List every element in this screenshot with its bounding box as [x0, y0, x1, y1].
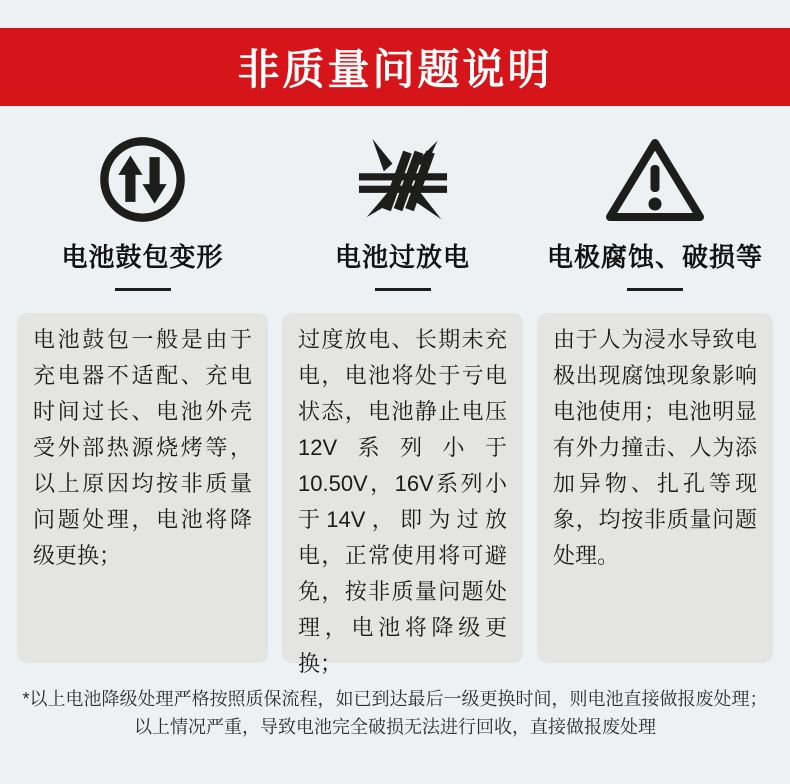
page-title: 非质量问题说明 — [237, 46, 553, 93]
column-over-discharge — [282, 106, 523, 676]
battery-swelling-description: 电池鼓包一般是由于充电器不适配、充电时间过长、电池外壳受外部热源烧烤等，以上原因均按非质量问题处理，电池将降级更换； — [17, 313, 268, 663]
header-banner — [0, 28, 790, 106]
battery-swelling-icon-wrap — [17, 131, 268, 227]
column-battery-swelling — [17, 106, 268, 663]
warning-triangle-icon — [603, 134, 707, 224]
title-underline — [627, 288, 683, 291]
title-underline — [115, 288, 171, 291]
over-discharge-description: 过度放电、长期未充电，电池将处于亏电状态，电池静止电压12V系列小于10.50V，16V系列小于14V，即为过放电，正常使用将可避免，按非质量问题处理，电池将降级更换； — [282, 313, 523, 663]
column-title: 电池过放电 — [334, 242, 470, 272]
footer-note-line2: 以上情况严重，导致电池完全破损无法进行回收，直接做报废处理 — [134, 717, 656, 737]
electrode-corrosion-icon-wrap — [537, 131, 773, 227]
column-title: 电极腐蚀、破损等 — [546, 242, 763, 272]
swap-arrows-circle-icon — [96, 133, 189, 226]
column-title: 电池鼓包变形 — [61, 242, 224, 272]
footer-note — [0, 685, 790, 741]
footer-note-line1: *以上电池降级处理严格按照质保流程，如已到达最后一级更换时间，则电池直接做报废处理； — [22, 689, 768, 709]
title-underline — [375, 288, 431, 291]
over-discharge-icon-wrap — [282, 131, 523, 227]
column-electrode-corrosion — [537, 106, 773, 663]
barbed-wire-icon — [355, 134, 451, 224]
electrode-corrosion-description: 由于人为浸水导致电极出现腐蚀现象影响电池使用；电池明显有外力撞击、人为添加异物、扎孔等现象，均按非质量问题处理。 — [537, 313, 773, 663]
issue-columns — [0, 106, 790, 676]
